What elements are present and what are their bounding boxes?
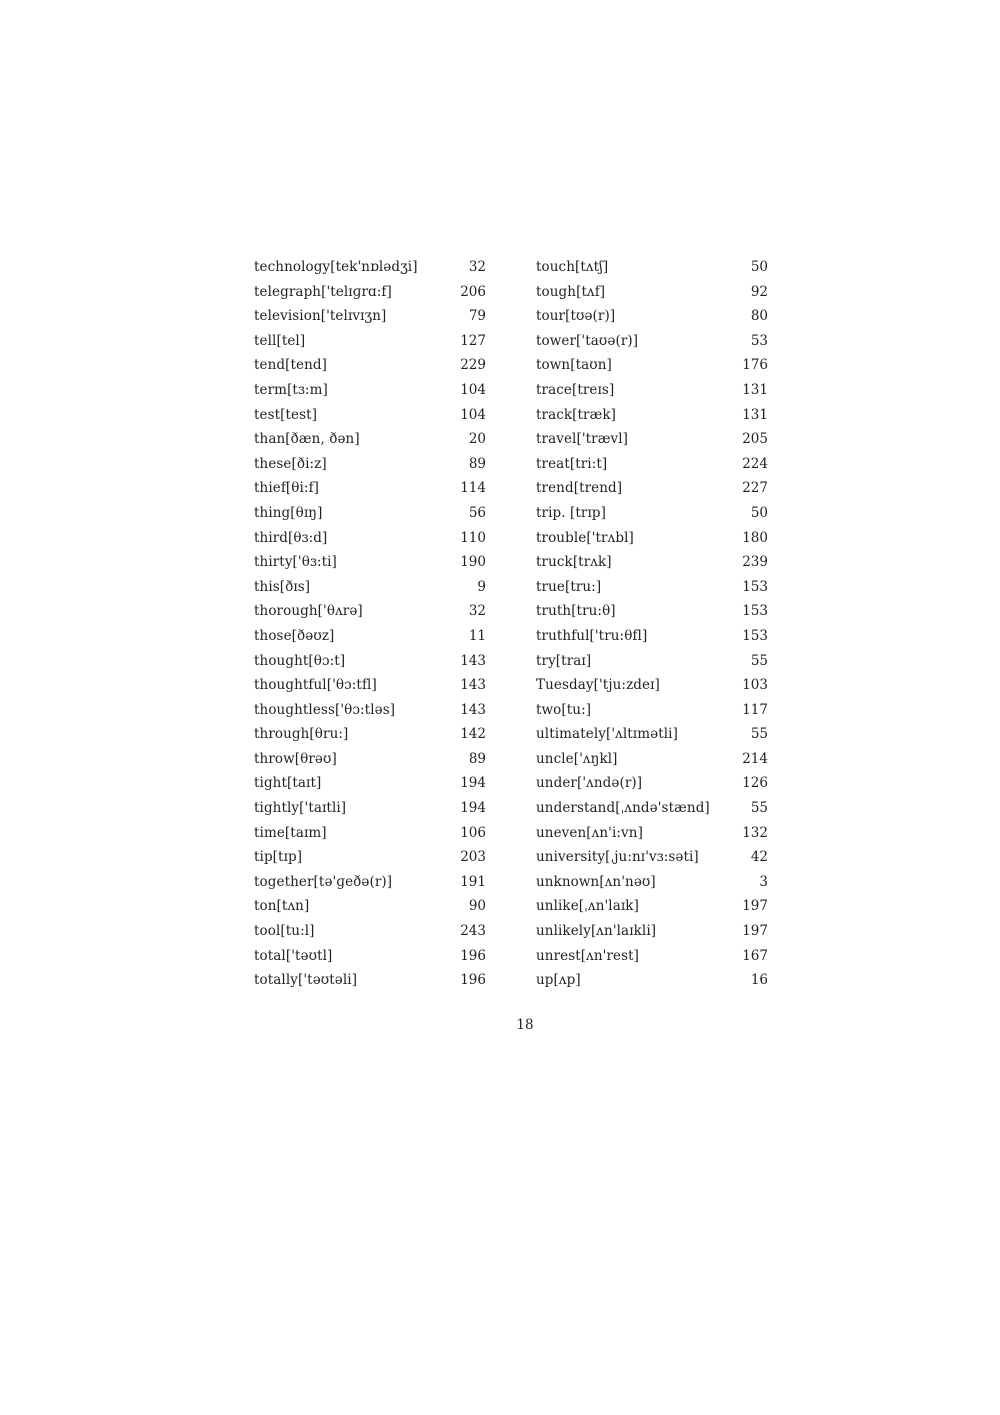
vocabulary-entry (536, 403, 768, 428)
entry-page: 196 (460, 972, 486, 989)
vocabulary-entry (254, 452, 486, 477)
entry-word: understand[ˌʌndə'stænd] (536, 800, 710, 817)
vocabulary-entry (254, 304, 486, 329)
entry-page: 16 (750, 972, 768, 989)
entry-page: 127 (460, 332, 486, 349)
entry-word: trend[trend] (536, 480, 623, 497)
entry-page: 50 (750, 504, 768, 521)
entry-word: up[ʌp] (536, 972, 581, 989)
vocabulary-entry (536, 501, 768, 526)
entry-word: tool[tu:l] (254, 923, 315, 940)
vocabulary-entry (536, 919, 768, 944)
entry-page: 50 (750, 259, 768, 275)
vocabulary-entry (254, 944, 486, 969)
vocabulary-entry (254, 353, 486, 378)
entry-word: tightly['taɪtli] (254, 800, 347, 817)
entry-word: uneven[ʌn'i:vn] (536, 824, 643, 841)
entry-word: thoughtless['θɔ:tləs] (254, 701, 396, 718)
entry-word: track[træk] (536, 406, 617, 423)
vocabulary-entry (254, 722, 486, 747)
entry-word: ultimately['ʌltɪmətli] (536, 726, 678, 743)
vocabulary-entry (254, 845, 486, 870)
vocabulary-entry (536, 845, 768, 870)
entry-word: thing[θɪŋ] (254, 504, 323, 521)
entry-page: 229 (460, 357, 486, 374)
entry-page: 89 (468, 455, 486, 472)
entry-word: truck[trʌk] (536, 554, 612, 571)
entry-word: term[tɜ:m] (254, 381, 328, 398)
vocabulary-entry (254, 329, 486, 354)
vocabulary-entry (536, 476, 768, 501)
entry-page: 79 (468, 308, 486, 325)
vocabulary-entry (254, 968, 486, 993)
entry-page: 153 (742, 578, 768, 595)
vocabulary-entry (536, 771, 768, 796)
entry-page: 104 (460, 381, 486, 398)
entry-page: 56 (468, 504, 486, 521)
entry-word: under['ʌndə(r)] (536, 775, 643, 792)
entry-word: tight[taɪt] (254, 775, 322, 792)
vocabulary-entry (254, 476, 486, 501)
entry-page: 167 (742, 947, 768, 964)
entry-word: true[tru:] (536, 578, 602, 595)
vocabulary-entry (254, 624, 486, 649)
vocabulary-entry (254, 747, 486, 772)
vocabulary-entry (254, 550, 486, 575)
entry-page: 243 (460, 923, 486, 940)
vocabulary-entry (254, 649, 486, 674)
entry-page: 153 (742, 603, 768, 620)
vocabulary-entry (254, 870, 486, 895)
entry-page: 110 (460, 529, 486, 546)
vocabulary-entry (536, 624, 768, 649)
entry-word: third[θɜ:d] (254, 529, 328, 546)
vocabulary-entry (536, 575, 768, 600)
entry-page: 3 (759, 873, 768, 890)
entry-word: telegraph['telɪɡrɑ:f] (254, 283, 392, 300)
entry-page: 32 (468, 603, 486, 620)
page-number: 18 (516, 1017, 534, 1033)
vocabulary-entry (254, 255, 486, 280)
vocabulary-entry (536, 526, 768, 551)
entry-word: unlike[ˌʌn'laɪk] (536, 898, 639, 915)
entry-word: totally['təʊtəli] (254, 972, 358, 989)
entry-page: 143 (460, 701, 486, 718)
entry-word: truth[tru:θ] (536, 603, 616, 620)
entry-page: 203 (460, 849, 486, 866)
entry-page: 131 (742, 381, 768, 398)
vocabulary-entry (254, 771, 486, 796)
vocabulary-entry (536, 894, 768, 919)
entry-page: 143 (460, 677, 486, 694)
vocabulary-entry (254, 403, 486, 428)
vocabulary-entry (536, 255, 768, 280)
entry-word: television['telɪvɪʒn] (254, 308, 387, 325)
vocabulary-entry (536, 649, 768, 674)
entry-word: tough[tʌf] (536, 283, 606, 300)
entry-word: test[test] (254, 406, 318, 423)
entry-word: than[ðæn, ðən] (254, 431, 360, 448)
vocabulary-entry (536, 673, 768, 698)
entry-word: Tuesday['tju:zdeɪ] (536, 677, 660, 694)
entry-page: 227 (742, 480, 768, 497)
entry-page: 190 (460, 554, 486, 571)
entry-word: thorough['θʌrə] (254, 603, 363, 620)
vocabulary-entry (254, 894, 486, 919)
vocabulary-entry (536, 698, 768, 723)
entry-word: truthful['tru:θfl] (536, 627, 648, 644)
entry-page: 206 (460, 283, 486, 300)
vocabulary-column-left (254, 255, 486, 993)
entry-page: 9 (477, 578, 486, 595)
entry-word: tell[tel] (254, 332, 306, 349)
entry-word: tip[tɪp] (254, 849, 303, 866)
entry-word: thief[θi:f] (254, 480, 320, 497)
vocabulary-entry (254, 673, 486, 698)
entry-word: thoughtful['θɔ:tfl] (254, 677, 377, 694)
entry-word: those[ðəʊz] (254, 627, 335, 644)
entry-page: 55 (750, 800, 768, 817)
entry-word: town[taʊn] (536, 357, 612, 374)
entry-word: technology[tek'nɒlədʒi] (254, 259, 418, 275)
entry-page: 153 (742, 627, 768, 644)
entry-page: 32 (468, 259, 486, 275)
entry-page: 92 (750, 283, 768, 300)
vocabulary-entry (254, 919, 486, 944)
entry-word: unknown[ʌn'nəʊ] (536, 873, 656, 890)
vocabulary-entry (536, 747, 768, 772)
entry-word: tower['taʊə(r)] (536, 332, 639, 349)
entry-word: these[ði:z] (254, 455, 327, 472)
entry-word: travel['trævl] (536, 431, 629, 448)
vocabulary-entry (536, 280, 768, 305)
entry-word: time[taɪm] (254, 824, 327, 841)
vocabulary-entry (536, 870, 768, 895)
vocabulary-entry (254, 821, 486, 846)
entry-page: 176 (742, 357, 768, 374)
entry-page: 191 (460, 873, 486, 890)
vocabulary-entry (254, 427, 486, 452)
vocabulary-entry (536, 427, 768, 452)
entry-word: total['təʊtl] (254, 947, 333, 964)
entry-page: 126 (742, 775, 768, 792)
entry-page: 55 (750, 652, 768, 669)
entry-page: 114 (460, 480, 486, 497)
entry-word: try[traɪ] (536, 652, 592, 669)
entry-page: 132 (742, 824, 768, 841)
entry-word: thought[θɔ:t] (254, 652, 346, 669)
entry-word: tend[tend] (254, 357, 328, 374)
entry-page: 197 (742, 898, 768, 915)
entry-word: this[ðɪs] (254, 578, 311, 595)
vocabulary-entry (254, 280, 486, 305)
entry-word: unlikely[ʌn'laɪkli] (536, 923, 657, 940)
entry-word: trip. [trɪp] (536, 504, 606, 521)
entry-page: 53 (750, 332, 768, 349)
entry-word: throw[θrəʊ] (254, 750, 337, 767)
entry-word: unrest[ʌn'rest] (536, 947, 640, 964)
vocabulary-entry (536, 599, 768, 624)
vocabulary-entry (536, 378, 768, 403)
entry-word: treat[tri:t] (536, 455, 608, 472)
entry-page: 103 (742, 677, 768, 694)
entry-word: through[θru:] (254, 726, 349, 743)
entry-page: 224 (742, 455, 768, 472)
vocabulary-entry (254, 378, 486, 403)
entry-page: 117 (742, 701, 768, 718)
vocabulary-entry (254, 796, 486, 821)
entry-page: 196 (460, 947, 486, 964)
vocabulary-entry (536, 722, 768, 747)
vocabulary-entry (536, 821, 768, 846)
entry-page: 80 (750, 308, 768, 325)
vocabulary-entry (536, 796, 768, 821)
entry-page: 194 (460, 800, 486, 817)
entry-page: 197 (742, 923, 768, 940)
entry-page: 55 (750, 726, 768, 743)
entry-page: 214 (742, 750, 768, 767)
entry-page: 11 (468, 627, 486, 644)
entry-page: 42 (750, 849, 768, 866)
vocabulary-entry (536, 550, 768, 575)
entry-word: touch[tʌtʃ] (536, 259, 609, 275)
entry-word: ton[tʌn] (254, 898, 310, 915)
entry-page: 194 (460, 775, 486, 792)
vocabulary-entry (536, 304, 768, 329)
entry-word: uncle['ʌŋkl] (536, 750, 618, 767)
entry-page: 106 (460, 824, 486, 841)
vocabulary-entry (254, 575, 486, 600)
entry-page: 142 (460, 726, 486, 743)
entry-page: 180 (742, 529, 768, 546)
entry-page: 143 (460, 652, 486, 669)
entry-word: tour[tʊə(r)] (536, 308, 616, 325)
entry-word: university[ˌju:nɪ'vɜ:səti] (536, 849, 699, 866)
vocabulary-entry (536, 452, 768, 477)
entry-page: 90 (468, 898, 486, 915)
vocabulary-entry (536, 968, 768, 993)
vocabulary-entry (254, 526, 486, 551)
entry-word: trouble['trʌbl] (536, 529, 634, 546)
vocabulary-entry (254, 698, 486, 723)
vocabulary-entry (254, 501, 486, 526)
entry-page: 89 (468, 750, 486, 767)
entry-page: 239 (742, 554, 768, 571)
entry-page: 104 (460, 406, 486, 423)
entry-page: 205 (742, 431, 768, 448)
vocabulary-column-right (536, 255, 768, 993)
entry-word: trace[treɪs] (536, 381, 615, 398)
vocabulary-entry (254, 599, 486, 624)
entry-word: together[tə'ɡeðə(r)] (254, 873, 393, 890)
entry-word: two[tu:] (536, 701, 592, 718)
vocabulary-entry (536, 944, 768, 969)
entry-page: 20 (468, 431, 486, 448)
entry-word: thirty['θɜ:ti] (254, 554, 337, 571)
vocabulary-entry (536, 353, 768, 378)
entry-page: 131 (742, 406, 768, 423)
vocabulary-entry (536, 329, 768, 354)
